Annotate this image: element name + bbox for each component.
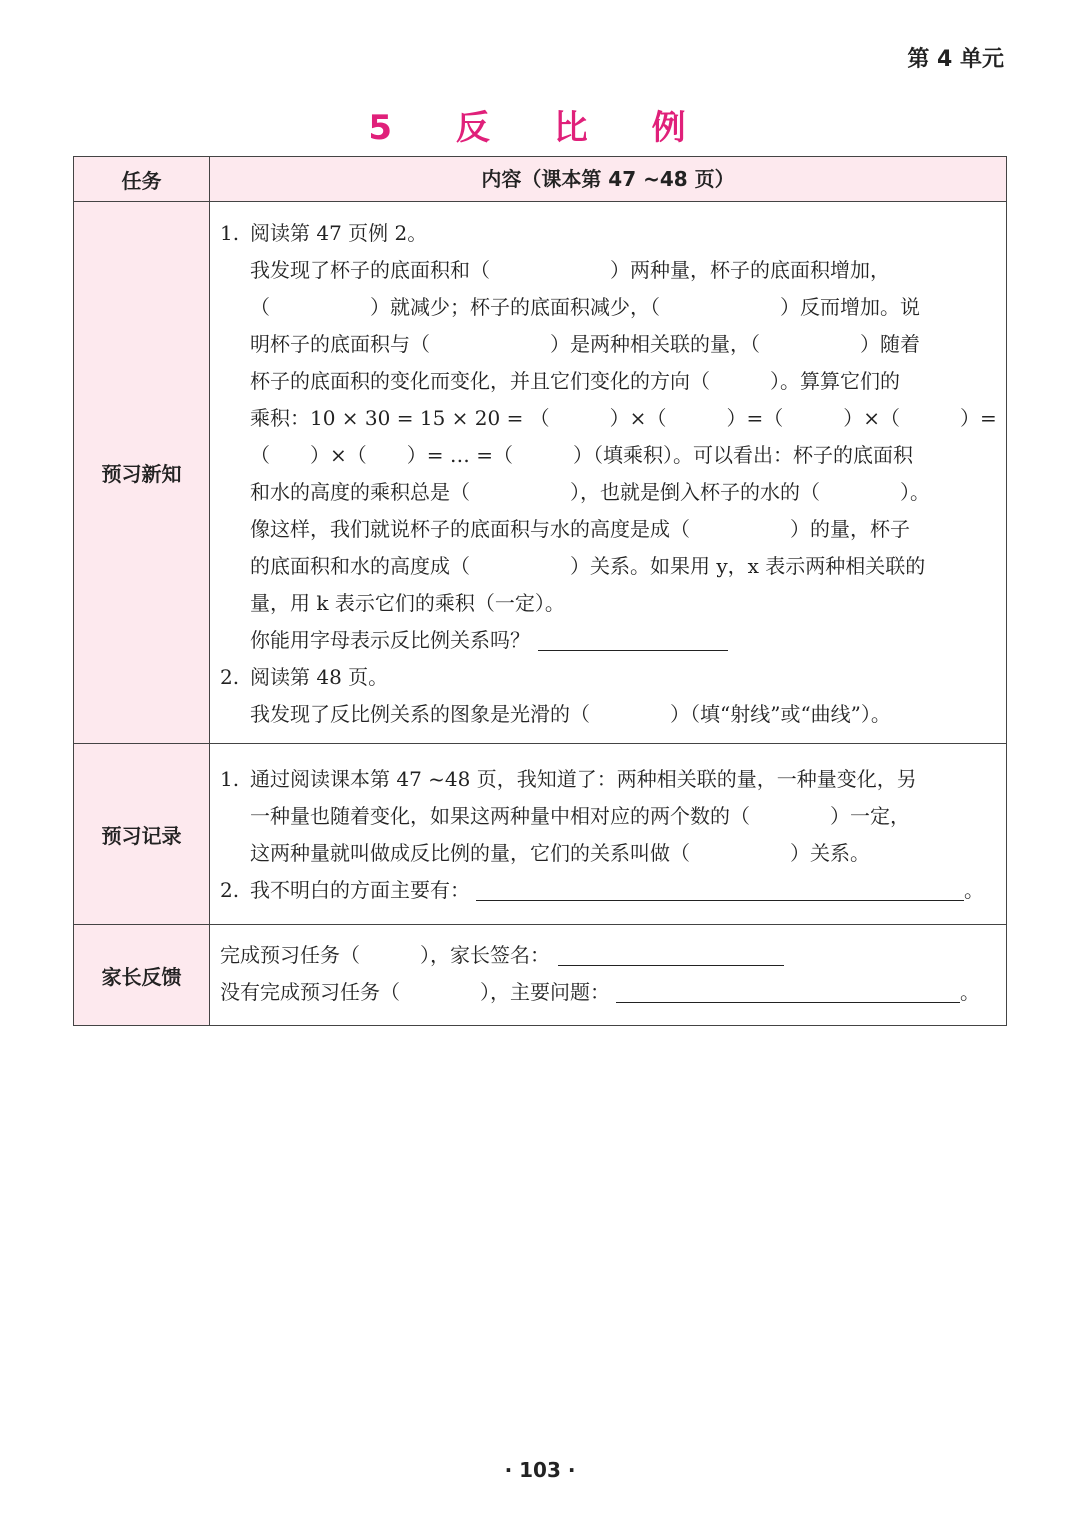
task-label: 家长反馈 [74,925,210,1025]
text-line: 像这样，我们就说杯子的底面积与水的高度是成（ ）的量，杯子 [250,517,910,541]
item-line [220,761,996,798]
text-line: 和水的高度的乘积总是（ ），也就是倒入杯子的水的（ ）。 [250,480,930,504]
task-content [210,925,1006,1025]
item-text: 我不明白的方面主要有： [250,878,470,902]
text-line [220,937,996,974]
text-line: （ ）×（ ）= … =（ ）（填乘积）。可以看出：杯子的底面积 [250,443,913,467]
parent-signature-blank[interactable] [558,941,784,966]
main-problem-blank[interactable] [616,978,960,1003]
text-line: 一种量也随着变化，如果这两种量中相对应的两个数的（ ）一定， [250,804,910,828]
answer-blank[interactable] [476,876,964,901]
item-line [220,872,996,909]
table-row [74,924,1006,1025]
page-number: · 103 · [504,1458,576,1482]
item-number: 1. [220,221,240,245]
task-content [210,202,1007,743]
text-line: （ ）就减少；杯子的底面积减少，（ ）反而增加。说 [250,295,920,319]
completed-text: 完成预习任务（ ），家长签名： [220,943,550,967]
task-label: 预习记录 [74,744,210,924]
text-line: 的底面积和水的高度成（ ）关系。如果用 y，x 表示两种相关联的 [250,554,926,578]
text-line [220,974,996,1011]
table-header-row [74,157,1006,201]
item-number: 2. [220,878,240,902]
text-line: 这两种量就叫做成反比例的量，它们的关系叫做（ ）关系。 [250,841,870,865]
question-text: 你能用字母表示反比例关系吗？ [250,628,530,652]
text-line: 我发现了反比例关系的图象是光滑的（ ）（填“射线”或“曲线”）。 [250,702,891,726]
text-line: 量，用 k 表示它们的乘积（一定）。 [250,591,565,615]
unit-label: 第 4 单元 [907,47,1004,72]
content-column-header: 内容（课本第 47 ~48 页） [210,157,1006,201]
preview-table [73,156,1007,1026]
task-column-header: 任务 [74,157,210,201]
table-row [74,743,1006,924]
item-line [220,215,997,252]
task-label: 预习新知 [74,202,210,743]
item-number: 2. [220,665,240,689]
item-text: 通过阅读课本第 47 ~48 页，我知道了：两种相关联的量，一种量变化，另 [250,767,917,791]
text-line: 杯子的底面积的变化而变化，并且它们变化的方向（ ）。算算它们的 [250,369,900,393]
text-line: 乘积：10 × 30 = 15 × 20 = （ ）×（ ）=（ ）×（ ）= [250,406,997,430]
item-number: 1. [220,767,240,791]
period-mark: 。 [964,878,984,902]
page-title: 5 反 比 例 [368,108,712,148]
item-text: 阅读第 47 页例 2。 [250,221,428,245]
period-mark: 。 [960,980,980,1004]
text-line: 我发现了杯子的底面积和（ ）两种量，杯子的底面积增加， [250,258,890,282]
answer-blank[interactable] [538,626,728,651]
table-row [74,201,1006,743]
item-text: 阅读第 48 页。 [250,665,389,689]
text-line [220,622,997,659]
item-line [220,659,997,696]
text-line: 明杯子的底面积与（ ）是两种相关联的量，（ ）随着 [250,332,920,356]
task-content [210,744,1006,924]
not-completed-text: 没有完成预习任务（ ），主要问题： [220,980,610,1004]
